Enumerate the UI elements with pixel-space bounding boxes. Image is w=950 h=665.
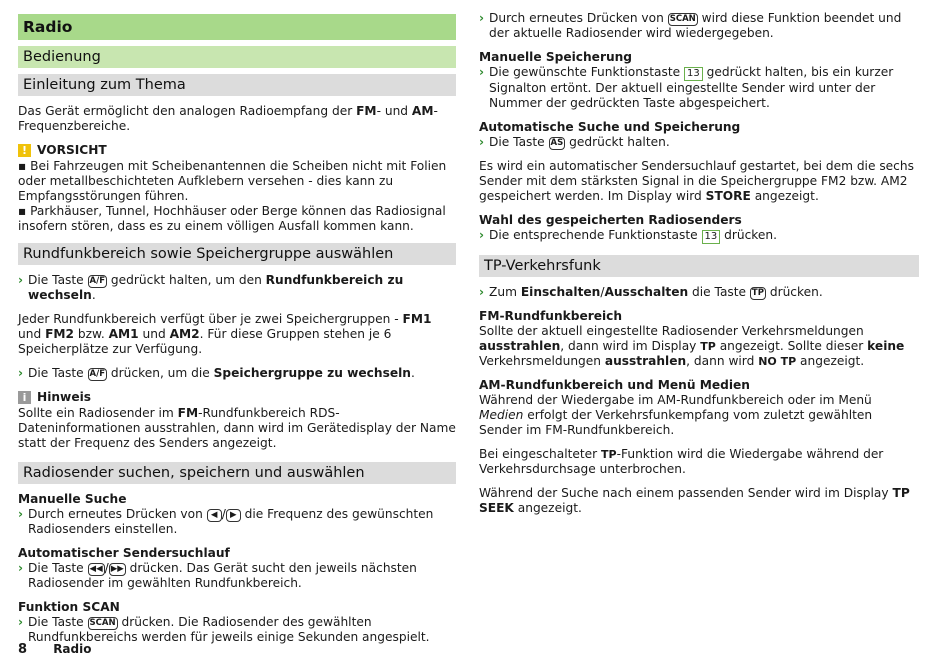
arrow-icon: › bbox=[479, 228, 485, 242]
step-wahl: › Die entsprechende Funktionstaste 13 drücken. bbox=[479, 228, 778, 242]
am-title: AM-Rundfunkbereich und Menü Medien bbox=[479, 378, 750, 392]
arrow-icon: › bbox=[479, 285, 485, 299]
page-number: 8 bbox=[18, 642, 28, 657]
tp-display-icon: TP bbox=[601, 448, 617, 461]
wahl-title: Wahl des gespeicherten Radiosenders bbox=[479, 213, 742, 227]
left-key-icon: ◀ bbox=[207, 509, 222, 522]
left-column bbox=[18, 14, 456, 654]
scan-key-icon: SCAN bbox=[669, 14, 696, 24]
seek-forward-key-icon: ▶▶ bbox=[110, 564, 124, 574]
step-rundfunk-wechseln: › Die Taste A/F gedrückt halten, um den Rundfunkbereich zu wechseln. bbox=[18, 273, 404, 302]
as-key-icon: AS bbox=[550, 138, 564, 148]
auto-suchlauf-title: Automatischer Sendersuchlauf bbox=[18, 546, 230, 560]
note-header bbox=[18, 390, 456, 405]
step-scan-end: › Durch erneutes Drücken von SCAN wird diese Funktion beendet und der aktuelle Radiosender wird wiedergegeben. bbox=[479, 11, 902, 40]
scan-key-icon: SCAN bbox=[89, 618, 116, 628]
function-key-ref: 13 bbox=[684, 67, 703, 81]
af-key-icon: A/F bbox=[89, 369, 106, 379]
arrow-icon: › bbox=[479, 11, 485, 25]
auto-speicherung-title: Automatische Suche und Speicherung bbox=[479, 120, 741, 134]
footer-label: Radio bbox=[53, 642, 92, 656]
arrow-icon: › bbox=[479, 135, 485, 149]
section-einleitung: Einleitung zum Thema bbox=[18, 74, 456, 96]
warning-text-1: ▪ Bei Fahrzeugen mit Scheibenantennen die Scheiben nicht mit Folien oder metallbeschichteten Aufklebern versehen - dies kann zu Empfangsstörungen führen. bbox=[18, 159, 447, 203]
warning-title: VORSICHT bbox=[37, 143, 107, 157]
note-text: Sollte ein Radiosender im FM-Rundfunkbereich RDS-Dateninformationen ausstrahlen, dann wird im Gerätedisplay der Name statt der Frequenz des Senders angezeigt. bbox=[18, 406, 456, 450]
arrow-icon: › bbox=[479, 65, 485, 79]
tp-display-icon: TP bbox=[700, 340, 716, 353]
scan-title: Funktion SCAN bbox=[18, 600, 120, 614]
af-key-icon: A/F bbox=[89, 276, 106, 286]
arrow-icon: › bbox=[18, 366, 24, 380]
rundfunk-paragraph: Jeder Rundfunkbereich verfügt über je zwei Speichergruppen - FM1 und FM2 bzw. AM1 und AM2. Für diese Gruppen stehen je 6 Speicherplätze zur Verfügung. bbox=[18, 312, 432, 356]
step-manuelle-suche: › Durch erneutes Drücken von ◀ / ▶ die Frequenz des gewünschten Radiosenders einstellen. bbox=[18, 507, 434, 536]
tp-paragraph-3: Während der Suche nach einem passenden Sender wird im Display TP SEEK angezeigt. bbox=[479, 486, 910, 515]
manuelle-speicherung-title: Manuelle Speicherung bbox=[479, 50, 633, 64]
page-footer bbox=[18, 642, 91, 657]
warning-box bbox=[18, 143, 456, 234]
step-tp-toggle: › Zum Einschalten/Ausschalten die Taste TP drücken. bbox=[479, 285, 823, 299]
page-title: Radio bbox=[18, 14, 456, 40]
section-radiosender: Radiosender suchen, speichern und auswählen bbox=[18, 462, 456, 484]
step-scan: › Die Taste SCAN drücken. Die Radiosender des gewählten Rundfunkbereichs werden für jeweils einige Sekunden angespielt. bbox=[18, 615, 430, 644]
section-tp-verkehrsfunk: TP-Verkehrsfunk bbox=[479, 255, 919, 277]
note-title: Hinweis bbox=[37, 390, 92, 404]
manuelle-suche-title: Manuelle Suche bbox=[18, 492, 127, 506]
fm-paragraph: Sollte der aktuell eingestellte Radiosender Verkehrsmeldungen ausstrahlen, dann wird im Display TP angezeigt. Sollte dieser keine Verkehrsmeldungen ausstrahlen, dann wird NO TP angezeigt. bbox=[479, 324, 905, 368]
note-box bbox=[18, 390, 456, 451]
am-paragraph: Während der Wiedergabe im AM-Rundfunkbereich oder im Menü Medien erfolgt der Verkehrsfunkempfang vom zuletzt gewählten Sender im FM-Rundfunkbereich. bbox=[479, 393, 873, 437]
warning-icon: ! bbox=[18, 144, 31, 157]
arrow-icon: › bbox=[18, 615, 24, 629]
step-speichergruppe-wechseln: › Die Taste A/F drücken, um die Speichergruppe zu wechseln. bbox=[18, 366, 415, 380]
tp-key-icon: TP bbox=[751, 288, 764, 298]
no-tp-display-icon: NO TP bbox=[758, 355, 797, 368]
arrow-icon: › bbox=[18, 507, 24, 521]
warning-header bbox=[18, 143, 456, 158]
seek-back-key-icon: ◀◀ bbox=[89, 564, 103, 574]
intro-paragraph: Das Gerät ermöglicht den analogen Radioempfang der FM- und AM-Frequenzbereiche. bbox=[18, 104, 438, 133]
function-key-ref: 13 bbox=[702, 230, 721, 244]
step-auto-speicherung: › Die Taste AS gedrückt halten. bbox=[479, 135, 670, 149]
section-bedienung: Bedienung bbox=[18, 46, 456, 68]
section-rundfunkbereich: Rundfunkbereich sowie Speichergruppe auswählen bbox=[18, 243, 456, 265]
info-icon: i bbox=[18, 391, 31, 404]
warning-text-2: ▪ Parkhäuser, Tunnel, Hochhäuser oder Berge können das Radiosignal insofern stören, dass es zu einem völligen Ausfall kommen kann. bbox=[18, 204, 446, 233]
right-key-icon: ▶ bbox=[226, 509, 241, 522]
arrow-icon: › bbox=[18, 273, 24, 287]
auto-speicherung-paragraph: Es wird ein automatischer Sendersuchlauf gestartet, bei dem die sechs Sender mit dem stärksten Signal in die Speichergruppe FM2 bzw. AM2 gespeichert werden. Im Display wird STORE angezeigt. bbox=[479, 159, 914, 203]
arrow-icon: › bbox=[18, 561, 24, 575]
right-column bbox=[479, 11, 919, 525]
step-manuelle-speicherung: › Die gewünschte Funktionstaste 13 gedrückt halten, bis ein kurzer Signalton ertönt. Der aktuell eingestellte Sender wird unter der Nummer der gedrückten Taste abgespeichert. bbox=[479, 65, 894, 110]
tp-paragraph-2: Bei eingeschalteter TP-Funktion wird die Wiedergabe während der Verkehrsdurchsage unterbrochen. bbox=[479, 447, 884, 476]
step-auto-suchlauf: › Die Taste ◀◀ / ▶▶ drücken. Das Gerät sucht den jeweils nächsten Radiosender im gewählten Rundfunkbereich. bbox=[18, 561, 417, 590]
fm-title: FM-Rundfunkbereich bbox=[479, 309, 623, 323]
